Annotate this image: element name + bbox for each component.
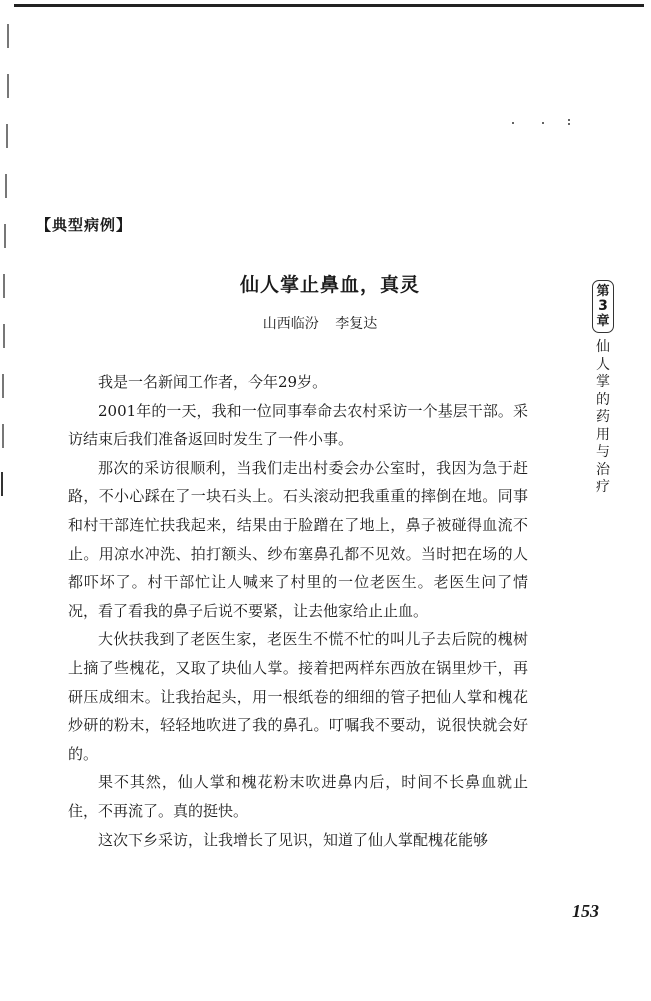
chapter-label-char: 章: [596, 314, 610, 329]
chapter-title-char: 掌: [596, 374, 610, 390]
paragraph: 2001年的一天，我和一位同事奉命去农村采访一个基层干部。采访结束后我们准备返回时发生了一件小事。: [68, 401, 528, 449]
chapter-title-char: 药: [596, 409, 610, 425]
margin-mark: [2, 374, 4, 398]
paragraph: 这次下乡采访，让我增长了见识，知道了仙人掌配槐花能够: [98, 830, 489, 849]
chapter-title-char: 用: [596, 426, 610, 443]
speck: [568, 119, 570, 121]
margin-mark: [4, 224, 6, 248]
margin-mark: [2, 424, 4, 448]
margin-mark: [6, 124, 8, 148]
section-label: 【典型病例】: [36, 216, 133, 234]
margin-mark: [7, 24, 9, 48]
chapter-title-char: 与: [596, 444, 610, 460]
article-body: [68, 368, 528, 854]
speck: [568, 123, 570, 125]
margin-mark: [1, 472, 3, 496]
byline-author: 李复达: [335, 316, 378, 332]
article-title: 仙人掌止鼻血，真灵: [239, 274, 420, 296]
scan-specks: [512, 118, 582, 128]
chapter-tab: [592, 280, 614, 497]
chapter-title-char: 人: [596, 356, 610, 373]
paragraph: 大伙扶我到了老医生家，老医生不慌不忙的叫儿子去后院的槐树上摘了些槐花，又取了块仙人掌。接着把两样东西放在锅里炒干，再研压成细末。让我抬起头，用一根纸卷的细细的管子把仙人掌和槐花炒研的粉末，轻轻地吹进了我的鼻孔。叮嘱我不要动，说很快就会好的。: [68, 630, 528, 763]
paragraph: 那次的采访很顺利，当我们走出村委会办公室时，我因为急于赶路，不小心踩在了一块石头上。石头滚动把我重重的摔倒在地。同事和村干部连忙扶我起来，结果由于脸蹭在了地上，鼻子被碰得血流不止。用凉水冲洗、拍打额头、纱布塞鼻孔都不见效。当时把在场的人都吓坏了。村干部忙让人喊来了村里的一位老医生。老医生问了情况，看了看我的鼻子后说不要紧，让去他家给止止血。: [68, 458, 528, 620]
chapter-title-char: 治: [596, 461, 610, 478]
chapter-label-char: 第: [596, 284, 610, 299]
chapter-title: [592, 339, 614, 497]
chapter-label: [592, 280, 614, 333]
paragraph: 果不其然，仙人掌和槐花粉末吹进鼻内后，时间不长鼻血就止住，不再流了。真的挺快。: [68, 773, 528, 820]
top-rule: [14, 4, 644, 7]
speck: [542, 122, 544, 124]
paragraph: 我是一名新闻工作者，今年29岁。: [98, 373, 328, 391]
page-number: 153: [572, 901, 599, 921]
chapter-title-char: 的: [596, 391, 610, 408]
chapter-title-char: 疗: [596, 479, 610, 495]
speck: [512, 122, 514, 124]
margin-mark: [7, 74, 9, 98]
byline: [0, 313, 600, 333]
margin-mark: [5, 174, 7, 198]
byline-location: 山西临汾: [262, 316, 319, 332]
chapter-title-char: 仙: [596, 339, 610, 355]
chapter-number: 3: [598, 298, 608, 314]
